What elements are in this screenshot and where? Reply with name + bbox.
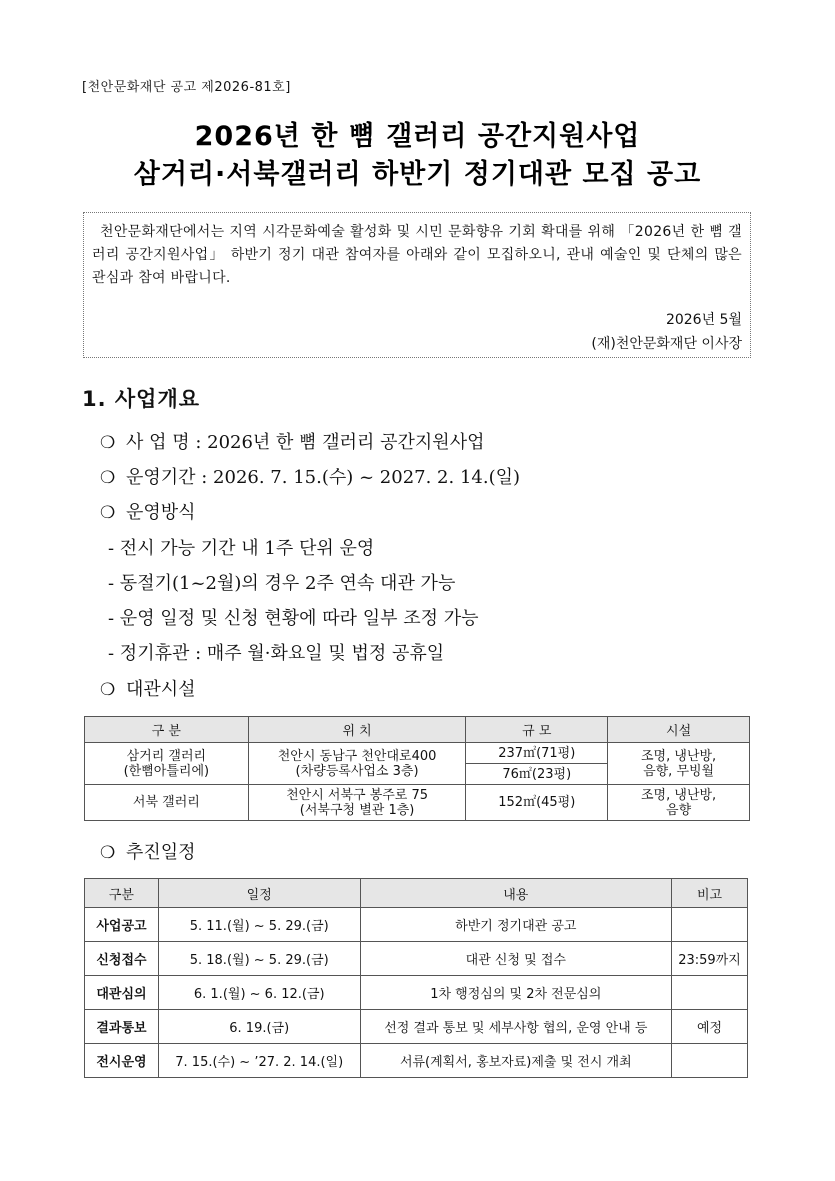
column-header: 내용 [360, 879, 671, 908]
facility-heading [100, 675, 196, 701]
facility-name-cell [85, 743, 249, 785]
facility-features-sub: 음향 [666, 802, 692, 818]
column-header: 규 모 [466, 717, 608, 743]
schedule-note: 23:59까지 [672, 942, 748, 976]
circle-bullet-icon: ❍ [100, 503, 116, 523]
schedule-stage: 사업공고 [85, 908, 159, 942]
schedule-content: 하반기 정기대관 공고 [360, 908, 671, 942]
schedule-date: 7. 15.(수) ~ ’27. 2. 14.(일) [158, 1044, 360, 1078]
facility-features: 조명, 냉난방, [641, 787, 717, 803]
facility-location-cell [248, 743, 466, 785]
schedule-table [84, 878, 748, 1078]
schedule-note [672, 976, 748, 1010]
circle-bullet-icon: ❍ [100, 433, 116, 453]
table-row [85, 785, 750, 821]
method-detail: - 정기휴관 : 매주 월·화요일 및 법정 공휴일 [108, 643, 445, 664]
schedule-stage: 대관심의 [85, 976, 159, 1010]
facility-location: 천안시 동남구 천안대로400 [277, 748, 437, 764]
schedule-stage: 결과통보 [85, 1010, 159, 1044]
schedule-content: 선정 결과 통보 및 세부사항 협의, 운영 안내 등 [360, 1010, 671, 1044]
notice-number: [천안문화재단 공고 제2026-81호] [82, 80, 291, 95]
column-header: 일정 [158, 879, 360, 908]
schedule-heading-text: 추진일정 [126, 842, 196, 863]
facility-features-cell [608, 785, 750, 821]
schedule-date: 6. 1.(월) ~ 6. 12.(금) [158, 976, 360, 1010]
table-header-row [85, 879, 748, 908]
intro-box [83, 212, 751, 358]
facility-location-sub: (서북구청 별관 1층) [299, 802, 415, 818]
schedule-date: 5. 18.(월) ~ 5. 29.(금) [158, 942, 360, 976]
page-title: 2026년 한 뼘 갤러리 공간지원사업 [194, 121, 641, 152]
schedule-stage: 신청접수 [85, 942, 159, 976]
schedule-date: 5. 11.(월) ~ 5. 29.(금) [158, 908, 360, 942]
schedule-stage: 전시운영 [85, 1044, 159, 1078]
table-row [85, 976, 748, 1010]
column-header: 구 분 [85, 717, 249, 743]
schedule-date: 6. 19.(금) [158, 1010, 360, 1044]
circle-bullet-icon: ❍ [100, 468, 116, 488]
facility-features: 조명, 냉난방, [641, 748, 717, 764]
overview-item-text: 운영기간 : 2026. 7. 15.(수) ~ 2027. 2. 14.(일) [126, 467, 520, 488]
circle-bullet-icon: ❍ [100, 843, 116, 863]
overview-item-method [100, 498, 196, 524]
facility-size: 152㎡(45평) [466, 785, 608, 821]
column-header: 비고 [672, 879, 748, 908]
facility-location: 천안시 서북구 봉주로 75 [286, 787, 429, 803]
table-row [85, 1044, 748, 1078]
overview-item-text: 운영방식 [126, 502, 196, 523]
intro-date: 2026년 5월 [665, 312, 742, 328]
facility-features-cell [608, 743, 750, 785]
schedule-note [672, 908, 748, 942]
table-row [85, 1010, 748, 1044]
table-header-row [85, 717, 750, 743]
intro-text: 천안문화재단에서는 지역 시각문화예술 활성화 및 시민 문화향유 기회 확대를 위해 「2026년 한 뼘 갤러리 공간지원사업」 하반기 정기 대관 참여자를 아래와 같이 모집하오니, 관내 예술인 및 단체의 많은 관심과 참여 바랍니다. [92, 224, 742, 286]
intro-signer: (재)천안문화재단 이사장 [591, 336, 742, 352]
page-subtitle: 삼거리·서북갤러리 하반기 정기대관 모집 공고 [133, 159, 702, 190]
column-header: 위 치 [248, 717, 466, 743]
facility-location-cell [248, 785, 466, 821]
table-row [85, 743, 750, 764]
method-detail: - 동절기(1~2월)의 경우 2주 연속 대관 가능 [108, 573, 456, 594]
schedule-content: 1차 행정심의 및 2차 전문심의 [360, 976, 671, 1010]
table-row [85, 942, 748, 976]
schedule-content: 서류(계획서, 홍보자료)제출 및 전시 개최 [360, 1044, 671, 1078]
facility-name: 서북 갤러리 [85, 785, 249, 821]
overview-item-period [100, 463, 520, 489]
method-detail: - 운영 일정 및 신청 현황에 따라 일부 조정 가능 [108, 608, 479, 629]
facility-size: 237㎡(71평) [466, 743, 608, 764]
section-heading: 1. 사업개요 [82, 387, 201, 411]
facility-location-sub: (차량등록사업소 3층) [295, 763, 419, 779]
column-header: 구분 [85, 879, 159, 908]
schedule-content: 대관 신청 및 접수 [360, 942, 671, 976]
table-row [85, 908, 748, 942]
facility-heading-text: 대관시설 [126, 679, 196, 700]
overview-item-name [100, 428, 484, 454]
method-detail: - 전시 가능 기간 내 1주 단위 운영 [108, 538, 375, 559]
facility-features-sub: 음향, 무빙월 [643, 763, 715, 779]
schedule-note: 예정 [672, 1010, 748, 1044]
facility-size: 76㎡(23평) [466, 764, 608, 785]
facility-table [84, 716, 750, 821]
schedule-heading [100, 838, 196, 864]
circle-bullet-icon: ❍ [100, 680, 116, 700]
facility-name-sub: (한뼘아틀리에) [123, 763, 210, 779]
schedule-note [672, 1044, 748, 1078]
facility-name: 삼거리 갤러리 [126, 748, 207, 764]
overview-item-text: 사 업 명 : 2026년 한 뼘 갤러리 공간지원사업 [126, 432, 485, 453]
column-header: 시설 [608, 717, 750, 743]
